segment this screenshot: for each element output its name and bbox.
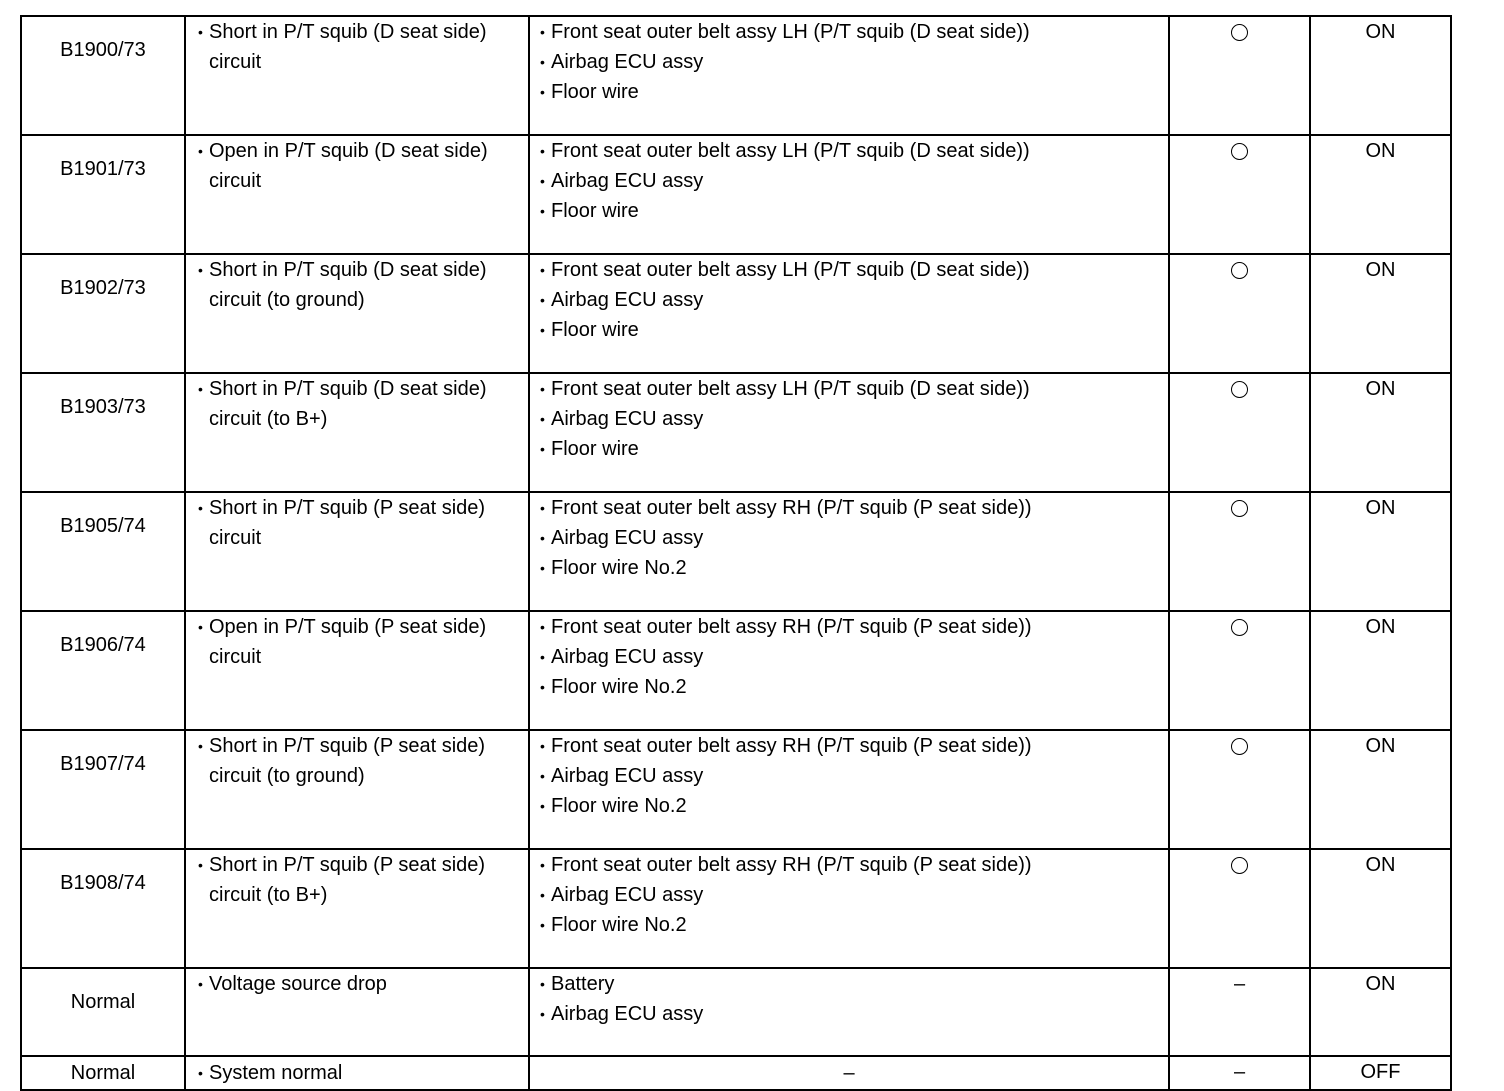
trouble-area-text: Airbag ECU assy bbox=[551, 884, 704, 906]
circle-icon bbox=[1231, 738, 1248, 755]
trouble-area-item bbox=[540, 404, 1168, 434]
trouble-area-text: Airbag ECU assy bbox=[551, 1003, 704, 1025]
bullet: • bbox=[540, 441, 545, 457]
bullet: • bbox=[198, 381, 203, 397]
trouble-area-text: Front seat outer belt assy RH (P/T squib (P seat side)) bbox=[551, 735, 1032, 757]
dtc-code: B1906/74 bbox=[21, 611, 185, 730]
detection-item bbox=[185, 135, 529, 254]
trouble-area-item bbox=[540, 910, 1168, 940]
trouble-area-text: Floor wire No.2 bbox=[551, 914, 687, 936]
dtc-code: Normal bbox=[21, 1056, 185, 1090]
bullet: • bbox=[540, 738, 545, 754]
dtc-code: B1903/73 bbox=[21, 373, 185, 492]
detection-item-entry bbox=[198, 850, 528, 910]
table-row bbox=[21, 611, 1451, 730]
trouble-area-item bbox=[540, 47, 1168, 77]
trouble-area bbox=[529, 16, 1169, 135]
detection-item-text: Short in P/T squib (P seat side) bbox=[209, 735, 486, 757]
trouble-area-item bbox=[540, 731, 1168, 761]
memory-mark bbox=[1169, 611, 1310, 730]
trouble-area bbox=[529, 968, 1169, 1056]
detection-item-entry bbox=[198, 1058, 528, 1088]
trouble-area: – bbox=[529, 1056, 1169, 1090]
trouble-area-item bbox=[540, 612, 1168, 642]
table-row bbox=[21, 730, 1451, 849]
trouble-area-item bbox=[540, 969, 1168, 999]
trouble-area-text: Airbag ECU assy bbox=[551, 646, 704, 668]
trouble-area-text: Airbag ECU assy bbox=[551, 408, 704, 430]
trouble-area-item bbox=[540, 255, 1168, 285]
detection-item-lines bbox=[209, 374, 487, 434]
dtc-code: B1908/74 bbox=[21, 849, 185, 968]
trouble-area bbox=[529, 730, 1169, 849]
detection-item-lines bbox=[209, 969, 387, 999]
detection-item bbox=[185, 254, 529, 373]
trouble-area-text: Floor wire No.2 bbox=[551, 795, 687, 817]
memory-mark bbox=[1169, 849, 1310, 968]
detection-item-text: Short in P/T squib (D seat side) bbox=[209, 378, 487, 400]
trouble-area-item bbox=[540, 374, 1168, 404]
table-row bbox=[21, 1056, 1451, 1090]
bullet: • bbox=[540, 857, 545, 873]
trouble-area-item bbox=[540, 17, 1168, 47]
circle-icon bbox=[1231, 143, 1248, 160]
detection-item bbox=[185, 16, 529, 135]
bullet: • bbox=[540, 381, 545, 397]
detection-item-entry bbox=[198, 374, 528, 434]
detection-item-lines bbox=[209, 1058, 342, 1088]
detection-item-entry bbox=[198, 612, 528, 672]
circle-icon bbox=[1231, 24, 1248, 41]
trouble-area-item bbox=[540, 850, 1168, 880]
dtc-table-body bbox=[21, 16, 1451, 1090]
detection-item-text: circuit (to B+) bbox=[209, 408, 328, 430]
trouble-area-text: Front seat outer belt assy LH (P/T squib (D seat side)) bbox=[551, 140, 1030, 162]
dtc-code: B1902/73 bbox=[21, 254, 185, 373]
memory-mark: – bbox=[1169, 1056, 1310, 1090]
trouble-area bbox=[529, 254, 1169, 373]
bullet: • bbox=[540, 54, 545, 70]
memory-mark bbox=[1169, 373, 1310, 492]
dtc-code: Normal bbox=[21, 968, 185, 1056]
detection-item-text: Voltage source drop bbox=[209, 973, 387, 995]
bullet: • bbox=[540, 411, 545, 427]
trouble-area-text: Airbag ECU assy bbox=[551, 527, 704, 549]
table-row bbox=[21, 373, 1451, 492]
table-row bbox=[21, 16, 1451, 135]
circle-icon bbox=[1231, 262, 1248, 279]
trouble-area-text: Front seat outer belt assy LH (P/T squib (D seat side)) bbox=[551, 259, 1030, 281]
dtc-code: B1901/73 bbox=[21, 135, 185, 254]
bullet: • bbox=[198, 1065, 203, 1081]
trouble-area-text: Front seat outer belt assy RH (P/T squib (P seat side)) bbox=[551, 497, 1032, 519]
detection-item-text: circuit bbox=[209, 51, 262, 73]
warning-light-status: ON bbox=[1310, 611, 1451, 730]
memory-mark bbox=[1169, 492, 1310, 611]
detection-item bbox=[185, 968, 529, 1056]
trouble-area-item bbox=[540, 77, 1168, 107]
detection-item-entry bbox=[198, 17, 528, 77]
trouble-area-text: Floor wire No.2 bbox=[551, 557, 687, 579]
detection-item-text: Short in P/T squib (P seat side) bbox=[209, 497, 486, 519]
detection-item-text: circuit (to B+) bbox=[209, 884, 328, 906]
trouble-area-item bbox=[540, 642, 1168, 672]
detection-item-lines bbox=[209, 493, 485, 553]
memory-mark bbox=[1169, 254, 1310, 373]
detection-item-text: circuit bbox=[209, 646, 262, 668]
detection-item-text: Short in P/T squib (P seat side) bbox=[209, 854, 486, 876]
trouble-area bbox=[529, 849, 1169, 968]
trouble-area-text: Airbag ECU assy bbox=[551, 289, 704, 311]
bullet: • bbox=[540, 143, 545, 159]
detection-item-text: circuit bbox=[209, 170, 262, 192]
bullet: • bbox=[540, 292, 545, 308]
detection-item bbox=[185, 730, 529, 849]
bullet: • bbox=[540, 768, 545, 784]
bullet: • bbox=[540, 798, 545, 814]
table-row bbox=[21, 968, 1451, 1056]
trouble-area-item bbox=[540, 553, 1168, 583]
bullet: • bbox=[540, 24, 545, 40]
trouble-area-text: Floor wire bbox=[551, 200, 639, 222]
trouble-area-item bbox=[540, 493, 1168, 523]
detection-item bbox=[185, 1056, 529, 1090]
trouble-area bbox=[529, 611, 1169, 730]
detection-item-lines bbox=[209, 850, 485, 910]
bullet: • bbox=[198, 738, 203, 754]
detection-item-entry bbox=[198, 255, 528, 315]
bullet: • bbox=[540, 530, 545, 546]
circle-icon bbox=[1231, 619, 1248, 636]
warning-light-status: ON bbox=[1310, 16, 1451, 135]
trouble-area-item bbox=[540, 285, 1168, 315]
bullet: • bbox=[198, 262, 203, 278]
bullet: • bbox=[540, 173, 545, 189]
memory-mark bbox=[1169, 135, 1310, 254]
dtc-code: B1907/74 bbox=[21, 730, 185, 849]
bullet: • bbox=[540, 560, 545, 576]
trouble-area-item bbox=[540, 136, 1168, 166]
trouble-area-text: Front seat outer belt assy LH (P/T squib (D seat side)) bbox=[551, 21, 1030, 43]
bullet: • bbox=[540, 262, 545, 278]
trouble-area-text: Airbag ECU assy bbox=[551, 765, 704, 787]
detection-item-lines bbox=[209, 731, 485, 791]
bullet: • bbox=[540, 500, 545, 516]
bullet: • bbox=[540, 322, 545, 338]
warning-light-status: ON bbox=[1310, 135, 1451, 254]
bullet: • bbox=[198, 24, 203, 40]
bullet: • bbox=[198, 500, 203, 516]
detection-item-text: Short in P/T squib (D seat side) bbox=[209, 259, 487, 281]
circle-icon bbox=[1231, 857, 1248, 874]
bullet: • bbox=[540, 976, 545, 992]
detection-item-entry bbox=[198, 136, 528, 196]
trouble-area-item bbox=[540, 672, 1168, 702]
trouble-area-item bbox=[540, 761, 1168, 791]
detection-item-lines bbox=[209, 17, 487, 77]
bullet: • bbox=[540, 1006, 545, 1022]
bullet: • bbox=[540, 679, 545, 695]
bullet: • bbox=[198, 976, 203, 992]
trouble-area-text: Front seat outer belt assy RH (P/T squib (P seat side)) bbox=[551, 616, 1032, 638]
trouble-area bbox=[529, 135, 1169, 254]
warning-light-status: ON bbox=[1310, 730, 1451, 849]
memory-mark bbox=[1169, 730, 1310, 849]
bullet: • bbox=[540, 917, 545, 933]
table-row bbox=[21, 135, 1451, 254]
detection-item-text: circuit bbox=[209, 527, 262, 549]
trouble-area-text: Floor wire bbox=[551, 319, 639, 341]
warning-light-status: ON bbox=[1310, 849, 1451, 968]
detection-item-entry bbox=[198, 731, 528, 791]
trouble-area-text: Floor wire bbox=[551, 438, 639, 460]
bullet: • bbox=[540, 203, 545, 219]
bullet: • bbox=[540, 887, 545, 903]
detection-item-text: Open in P/T squib (P seat side) bbox=[209, 616, 487, 638]
trouble-area-text: Battery bbox=[551, 973, 615, 995]
trouble-area bbox=[529, 373, 1169, 492]
dtc-table bbox=[20, 15, 1452, 1091]
detection-item bbox=[185, 492, 529, 611]
detection-item-lines bbox=[209, 255, 487, 315]
detection-item bbox=[185, 849, 529, 968]
trouble-area-text: Floor wire No.2 bbox=[551, 676, 687, 698]
trouble-area-text: Airbag ECU assy bbox=[551, 51, 704, 73]
trouble-area-text: Front seat outer belt assy RH (P/T squib (P seat side)) bbox=[551, 854, 1032, 876]
memory-mark: – bbox=[1169, 968, 1310, 1056]
bullet: • bbox=[198, 619, 203, 635]
warning-light-status: ON bbox=[1310, 968, 1451, 1056]
detection-item-text: circuit (to ground) bbox=[209, 289, 365, 311]
circle-icon bbox=[1231, 381, 1248, 398]
trouble-area-item bbox=[540, 523, 1168, 553]
bullet: • bbox=[198, 857, 203, 873]
dtc-code: B1905/74 bbox=[21, 492, 185, 611]
trouble-area-text: Airbag ECU assy bbox=[551, 170, 704, 192]
detection-item-lines bbox=[209, 136, 488, 196]
bullet: • bbox=[540, 84, 545, 100]
table-row bbox=[21, 492, 1451, 611]
trouble-area-item bbox=[540, 315, 1168, 345]
trouble-area-item bbox=[540, 434, 1168, 464]
table-row bbox=[21, 849, 1451, 968]
trouble-area bbox=[529, 492, 1169, 611]
dtc-code: B1900/73 bbox=[21, 16, 185, 135]
table-row bbox=[21, 254, 1451, 373]
trouble-area-text: Front seat outer belt assy LH (P/T squib (D seat side)) bbox=[551, 378, 1030, 400]
warning-light-status: ON bbox=[1310, 373, 1451, 492]
detection-item-text: Short in P/T squib (D seat side) bbox=[209, 21, 487, 43]
trouble-area-item bbox=[540, 166, 1168, 196]
trouble-area-item bbox=[540, 791, 1168, 821]
warning-light-status: ON bbox=[1310, 492, 1451, 611]
detection-item-text: Open in P/T squib (D seat side) bbox=[209, 140, 488, 162]
trouble-area-item bbox=[540, 880, 1168, 910]
detection-item bbox=[185, 611, 529, 730]
warning-light-status: ON bbox=[1310, 254, 1451, 373]
bullet: • bbox=[198, 143, 203, 159]
detection-item-lines bbox=[209, 612, 486, 672]
detection-item-text: circuit (to ground) bbox=[209, 765, 365, 787]
bullet: • bbox=[540, 649, 545, 665]
warning-light-status: OFF bbox=[1310, 1056, 1451, 1090]
trouble-area-item bbox=[540, 999, 1168, 1029]
circle-icon bbox=[1231, 500, 1248, 517]
bullet: • bbox=[540, 619, 545, 635]
detection-item-entry bbox=[198, 493, 528, 553]
detection-item bbox=[185, 373, 529, 492]
trouble-area-item bbox=[540, 196, 1168, 226]
detection-item-entry bbox=[198, 969, 528, 999]
detection-item-text: System normal bbox=[209, 1062, 343, 1084]
trouble-area-text: Floor wire bbox=[551, 81, 639, 103]
memory-mark bbox=[1169, 16, 1310, 135]
